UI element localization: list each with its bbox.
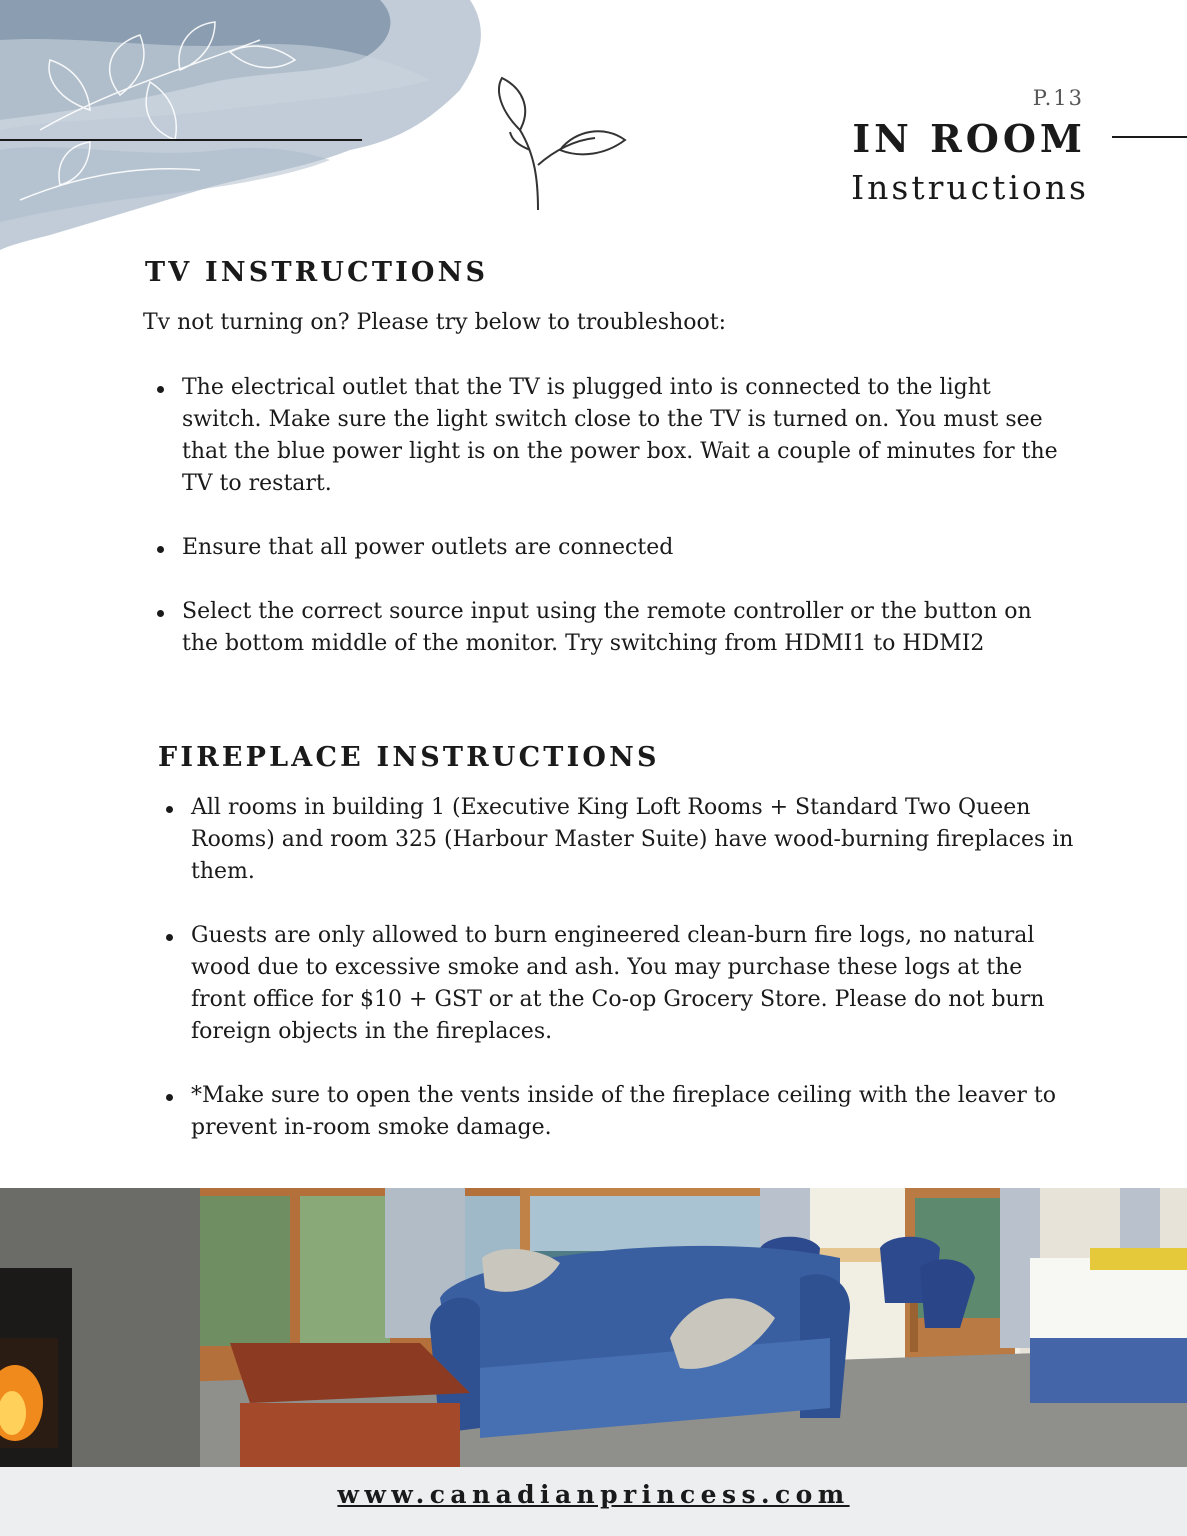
fireplace-heading: FIREPLACE INSTRUCTIONS — [158, 742, 660, 773]
watercolor-leaves-decoration — [0, 0, 520, 260]
fireplace-instructions-list — [191, 792, 1081, 1176]
page-title: IN ROOM — [852, 116, 1086, 161]
website-link[interactable]: www.canadianprincess.com — [337, 1480, 850, 1509]
list-item: Select the correct source input using the remote controller or the button on the bottom middle of the monitor. Try switching from HDMI1 to HDMI2 — [182, 596, 1062, 660]
leaf-sprig-icon — [480, 70, 640, 220]
list-item: The electrical outlet that the TV is plugged into is connected to the light switch. Make sure the light switch close to the TV is turned on. You must see that the blue power light is on the power box. Wait a couple of minutes for the TV to restart. — [182, 372, 1062, 500]
tv-instructions-list — [182, 372, 1062, 692]
list-item: Guests are only allowed to burn engineered clean-burn fire logs, no natural wood due to excessive smoke and ash. You may purchase these logs at the front office for $10 + GST or at the Co-op Grocery Store. Please do not burn foreign objects in the fireplaces. — [191, 920, 1081, 1048]
list-item: Ensure that all power outlets are connected — [182, 532, 1062, 564]
page-number: P.13 — [1032, 86, 1084, 110]
header-divider-left — [0, 139, 362, 141]
footer-bar — [0, 1467, 1187, 1536]
list-item: *Make sure to open the vents inside of the fireplace ceiling with the leaver to prevent in-room smoke damage. — [191, 1080, 1081, 1144]
header-divider-right — [1112, 136, 1187, 138]
list-item: All rooms in building 1 (Executive King Loft Rooms + Standard Two Queen Rooms) and room 325 (Harbour Master Suite) have wood-burning fireplaces in them. — [191, 792, 1081, 888]
page-subtitle: Instructions — [851, 168, 1089, 207]
tv-intro: Tv not turning on? Please try below to troubleshoot: — [143, 310, 726, 335]
room-photo — [0, 1188, 1187, 1468]
tv-heading: TV INSTRUCTIONS — [145, 257, 489, 288]
